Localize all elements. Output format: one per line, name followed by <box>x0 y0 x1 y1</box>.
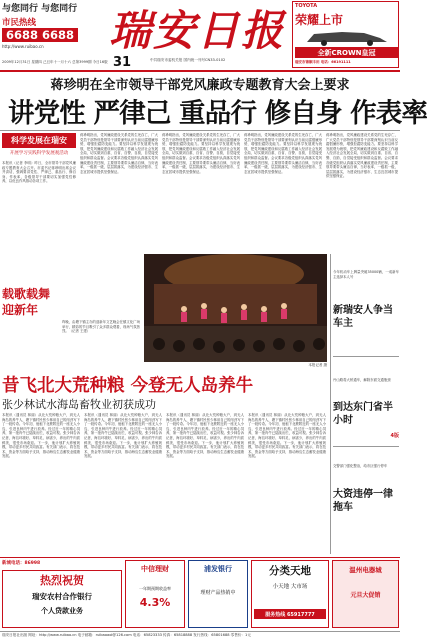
item-1[interactable]: 新瑞安人争当车主 <box>333 305 393 329</box>
newspaper-logo: 瑞安日报 <box>108 6 285 55</box>
lead-column-1: 蒋珍明指出，党风廉政建设关系党的生死存亡，广大党员干部特别是领导干部要深刻认识当前反腐倡廉形势，增强拒腐防变能力。要坚持以科学发展观为统领，把党风廉政建设和反腐败工作融入经济社会发展全局，切实做到自重、自省、自警、自励，自觉接受组织和群众监督。会议要求各级党组织认真落实党风廉政建设责任制，主要领导要带头廉洁自律，当好表率，一级抓一级，层层抓落实，为建设经济强市、生态宜居城市提供坚强保证。 <box>80 133 158 174</box>
date-info: 2009年12月31日 星期四 己丑年十一月十六 总第3999期 今日16版 <box>2 60 108 64</box>
second-col-3: 本报讯（通讯员 林丽）从北大荒种粮大户，到无人海岛的养牛人，塘下镇村民张少林用自己的闯劲写下了一段传奇。今年初，他租下北麂附近的一座无人小岛，引进良种肉牛进行放养。经过近一年的精心饲养，第一批肉牛已陆续出栏，收益可观。张少林告诉记者，海岛环境好、草料足、病害少，养出的牛肉质鲜美，很受市场欢迎。下一步，他计划扩大养殖规模，带动更多村民共同致富。有关部门表示，将在技术、资金等方面给予支持，推动海岛生态畜牧业健康发展。 <box>166 413 244 459</box>
publisher-line: 中共瑞安市委机关报 国内统一刊号CN33-0102 <box>150 58 226 62</box>
ad-model: 全新CROWN皇冠 <box>295 47 398 58</box>
ad2-line: 一年期预期收益率 <box>139 586 171 591</box>
stage-photo <box>144 254 327 362</box>
second-subhead: 张少林试水海岛畜牧业初获成功 <box>2 398 156 411</box>
ad-row-rule <box>0 557 400 558</box>
photo-caption: 昨晚，由塘下镇主办的迎新年文艺晚会在镇文化广场举行，精彩的节目吸引了众多群众观看，现场气氛热烈。（记者 王建） <box>62 320 140 334</box>
toyota-brand: TOYOTA <box>295 3 318 9</box>
ad-classifieds[interactable] <box>251 560 329 628</box>
photo-credit: 本报记者 摄 <box>308 363 327 367</box>
photo-feature-title <box>2 286 60 326</box>
headline-main: 讲党性 严律己 重品行 修自身 作表率 <box>8 98 427 129</box>
ad-spdb[interactable] <box>188 560 248 628</box>
item-3[interactable]: 大资违停一律拖车 <box>333 489 393 513</box>
ad2-rate: 4.3% <box>139 595 171 609</box>
lead-text: 本报讯（记者 李明）昨日，全市领导干部党风廉政专题教育大会召开。市委书记蒋珍明出席会议并讲话，强调要讲党性、严律己、重品行、修自身、作表率，各级领导干部要切实加强党性修养，以优良作风推动各项工作。 <box>2 161 76 184</box>
lead-sidebar <box>2 133 76 253</box>
lead-column-4: 蒋珍明指出，党风廉政建设关系党的生死存亡，广大党员干部特别是领导干部要深刻认识当前反腐倡廉形势，增强拒腐防变能力。要坚持以科学发展观为统领，把党风廉政建设和反腐败工作融入经济社会发展全局，切实做到自重、自省、自警、自励，自觉接受组织和群众监督。会议要求各级党组织认真落实党风廉政建设责任制，主要领导要带头廉洁自律，当好表率，一级抓一级，层层抓落实，为建设经济强市、生态宜居城市提供坚强保证。 <box>326 133 398 179</box>
ad-bank-1[interactable] <box>2 570 122 628</box>
sidebar-title: 科学发展在瑞安 <box>2 133 76 148</box>
masthead-rule <box>0 70 400 72</box>
second-col-2: 本报讯（通讯员 林丽）从北大荒种粮大户，到无人海岛的养牛人，塘下镇村民张少林用自己的闯劲写下了一段传奇。今年初，他租下北麂附近的一座无人小岛，引进良种肉牛进行放养。经过近一年的精心饲养，第一批肉牛已陆续出栏，收益可观。张少林告诉记者，海岛环境好、草料足、病害少，养出的牛肉质鲜美，很受市场欢迎。下一步，他计划扩大养殖规模，带动更多村民共同致富。有关部门表示，将在技术、资金等方面给予支持，推动海岛生态畜牧业健康发展。 <box>84 413 162 459</box>
second-col-1: 本报讯（通讯员 林丽）从北大荒种粮大户，到无人海岛的养牛人，塘下镇村民张少林用自己的闯劲写下了一段传奇。今年初，他租下北麂附近的一座无人小岛，引进良种肉牛进行放养。经过近一年的精心饲养，第一批肉牛已陆续出栏，收益可观。张少林告诉记者，海岛环境好、草料足、病害少，养出的牛肉质鲜美，很受市场欢迎。下一步，他计划扩大养殖规模，带动更多村民共同致富。有关部门表示，将在技术、资金等方面给予支持，推动海岛生态畜牧业健康发展。 <box>2 413 80 459</box>
ad4-line2: 服务热线 65917777 <box>254 609 326 619</box>
website-link[interactable]: http://www.ruibao.cn <box>2 44 44 49</box>
ad-contact: 瑞安市锦顺丰田 电话：66191111 <box>295 60 351 64</box>
ad4-line1: 小天地 大市场 <box>272 583 308 590</box>
ad-car-image <box>297 28 396 46</box>
crown-ad[interactable] <box>292 1 399 68</box>
ad4-title: 分类天地 <box>269 564 311 577</box>
brief-3: 交警部门强化整治，给市区强行停车 <box>333 464 388 468</box>
item-2-page: 4版 <box>390 433 399 439</box>
ad5-line: 元旦大促销 <box>350 591 381 599</box>
photo-title-line2: 迎新年 <box>2 303 39 317</box>
footer-text: 瑞安日报社出版 网址：http://www.ruibao.cn 电子邮箱：ruibaoaol@126.com 电话：65823333 传真：65818888 发行热线：65801688 零售价：1元 <box>2 633 251 637</box>
ad-label-left: 新城电话：86998 <box>2 561 41 566</box>
masthead <box>0 0 400 70</box>
date-day: 31 <box>113 55 132 70</box>
masthead-slogan: 与您同行 与您同行 <box>2 4 78 14</box>
right-sep-1 <box>333 356 399 357</box>
footer-rule <box>0 631 400 632</box>
lead-column-2: 蒋珍明指出，党风廉政建设关系党的生死存亡，广大党员干部特别是领导干部要深刻认识当前反腐倡廉形势，增强拒腐防变能力。要坚持以科学发展观为统领，把党风廉政建设和反腐败工作融入经济社会发展全局，切实做到自重、自省、自警、自励，自觉接受组织和群众监督。会议要求各级党组织认真落实党风廉政建设责任制，主要领导要带头廉洁自律，当好表率，一级抓一级，层层抓落实，为建设经济强市、生态宜居城市提供坚强保证。 <box>162 133 240 174</box>
ad5-title: 温州电器城 <box>349 565 382 574</box>
second-headline: 昔飞北大荒种粮 今登无人岛养牛 <box>2 376 254 396</box>
ad3-title: 浦发银行 <box>204 565 232 573</box>
right-sep-2 <box>333 446 399 447</box>
ad1-line2: 个人贷款业务 <box>41 606 83 615</box>
lead-column-3: 蒋珍明指出，党风廉政建设关系党的生死存亡，广大党员干部特别是领导干部要深刻认识当前反腐倡廉形势，增强拒腐防变能力。要坚持以科学发展观为统领，把党风廉政建设和反腐败工作融入经济社会发展全局，切实做到自重、自省、自警、自励，自觉接受组织和群众监督。会议要求各级党组织认真落实党风廉政建设责任制，主要领导要带头廉洁自律，当好表率，一级抓一级，层层抓落实，为建设经济强市、生态宜居城市提供坚强保证。 <box>244 133 322 174</box>
ad1-line1: 瑞安农村合作银行 <box>32 592 92 601</box>
hotline-label: 市民热线 <box>2 18 37 28</box>
stage-photo-image <box>144 254 327 362</box>
second-col-4: 本报讯（通讯员 林丽）从北大荒种粮大户，到无人海岛的养牛人，塘下镇村民张少林用自己的闯劲写下了一段传奇。今年初，他租下北麂附近的一座无人小岛，引进良种肉牛进行放养。经过近一年的精心饲养，第一批肉牛已陆续出栏，收益可观。张少林告诉记者，海岛环境好、草料足、病害少，养出的牛肉质鲜美，很受市场欢迎。下一步，他计划扩大养殖规模，带动更多村民共同致富。有关部门表示，将在技术、资金等方面给予支持，推动海岛生态畜牧业健康发展。 <box>248 413 326 459</box>
sidebar-subtitle: 开展学习实践科学发展观活动 <box>9 151 69 156</box>
hotline-number: 6688 6688 <box>2 28 78 42</box>
headline-kicker: 蒋珍明在全市领导干部党风廉政专题教育大会上要求 <box>50 78 350 93</box>
brief-2: 丹山路将大桥通车，解除东面交通瓶颈 <box>333 378 391 382</box>
item-2[interactable]: 到达东门省半小时 <box>333 402 393 426</box>
ad-title: 荣耀上市 <box>295 13 344 27</box>
car-icon <box>302 28 392 46</box>
photo-title-line1: 载歌载舞 <box>2 287 51 301</box>
ad-electric[interactable] <box>332 560 399 628</box>
ad3-line: 理财产品热销中 <box>200 589 236 596</box>
ad-citic[interactable] <box>125 560 185 628</box>
ad1-title: 热烈祝贺 <box>40 574 84 587</box>
headline-divider <box>0 130 400 131</box>
ad2-title: 中信理财 <box>141 565 169 573</box>
right-column <box>333 254 399 554</box>
right-column-divider <box>330 254 331 554</box>
brief-1: 今年机动车上牌量突破35000辆，一成新车主选择本人号 <box>333 270 399 279</box>
